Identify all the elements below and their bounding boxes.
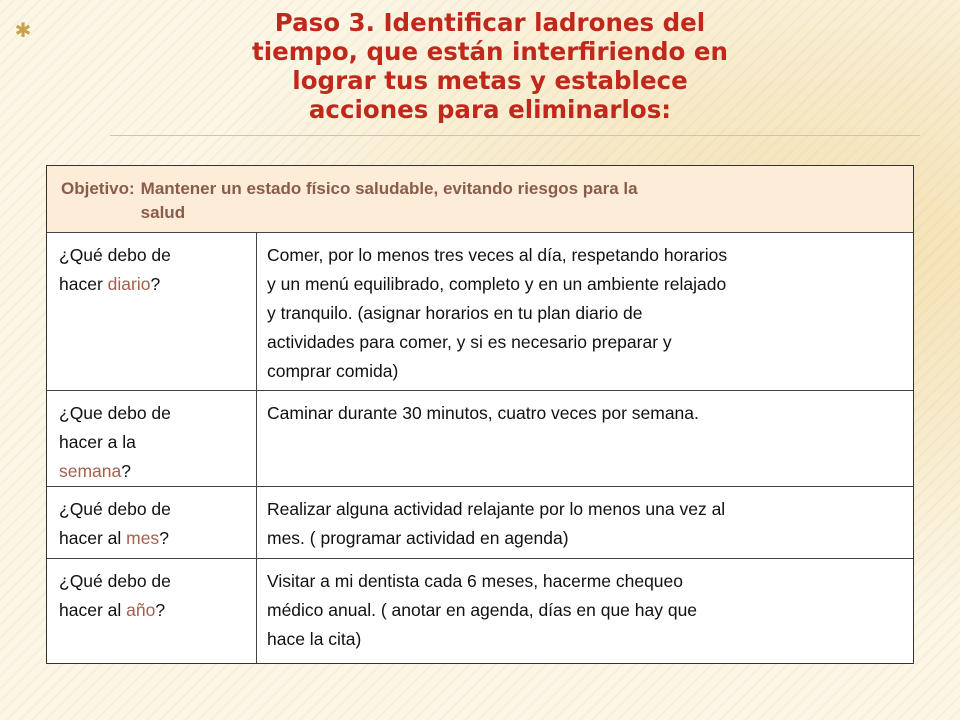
answer-line: mes. ( programar actividad en agenda)	[267, 528, 569, 548]
question-cell	[47, 487, 257, 558]
question-line	[59, 457, 244, 486]
question-cell	[47, 391, 257, 486]
objective-label: Objetivo:	[61, 179, 135, 198]
answer-line: Realizar alguna actividad relajante por lo menos una vez al	[267, 499, 726, 519]
answer-line: y un menú equilibrado, completo y en un ambiente relajado	[267, 274, 727, 294]
answer-line: y tranquilo. (asignar horarios en tu plan diario de	[267, 303, 643, 323]
answer-line: comprar comida)	[267, 361, 399, 381]
question-text: hacer al	[59, 528, 127, 548]
objective-line: salud	[140, 203, 186, 222]
question-text: ?	[150, 274, 161, 294]
question-highlight: diario	[107, 274, 151, 294]
answer-cell	[257, 233, 913, 390]
question-line: ¿Que debo de	[59, 403, 171, 423]
question-highlight: semana	[59, 461, 122, 481]
title-line: acciones para eliminarlos:	[308, 95, 672, 124]
answer-line: Caminar durante 30 minutos, cuatro veces por semana.	[267, 403, 699, 423]
question-line	[59, 524, 244, 553]
answer-line: actividades para comer, y si es necesario preparar y	[267, 332, 672, 352]
objective-text	[135, 177, 899, 222]
page-title	[230, 8, 750, 124]
question-text: hacer	[59, 274, 108, 294]
question-line	[59, 596, 244, 625]
answer-line: hace la cita)	[267, 629, 362, 649]
table-row	[47, 559, 913, 663]
answer-cell	[257, 391, 913, 486]
divider	[110, 135, 920, 136]
objective-line: Mantener un estado físico saludable, evitando riesgos para la	[140, 179, 638, 198]
question-line: ¿Qué debo de	[59, 499, 171, 519]
title-line: lograr tus metas y establece	[292, 66, 688, 95]
answer-line: Visitar a mi dentista cada 6 meses, hacerme chequeo	[267, 571, 684, 591]
answer-line: médico anual. ( anotar en agenda, días en que hay que	[267, 600, 698, 620]
question-cell	[47, 559, 257, 663]
objective-row	[47, 166, 913, 233]
question-text: ?	[159, 528, 169, 548]
question-line: ¿Qué debo de	[59, 245, 171, 265]
question-line: ¿Qué debo de	[59, 571, 171, 591]
table-row	[47, 233, 913, 391]
answer-cell	[257, 487, 913, 558]
question-text: ?	[121, 461, 131, 481]
question-line	[59, 270, 244, 299]
table-row	[47, 487, 913, 559]
title-line: Paso 3. Identificar ladrones del	[274, 8, 706, 37]
answer-line: Comer, por lo menos tres veces al día, respetando horarios	[267, 245, 728, 265]
question-line: hacer a la	[59, 432, 136, 452]
question-highlight: mes	[126, 528, 160, 548]
table-row	[47, 391, 913, 487]
goals-table	[46, 165, 914, 664]
question-cell	[47, 233, 257, 390]
answer-cell	[257, 559, 913, 663]
question-text: ?	[155, 600, 166, 620]
question-highlight: año	[126, 600, 156, 620]
star-icon: ✱	[14, 20, 32, 42]
question-text: hacer al	[59, 600, 127, 620]
title-line: tiempo, que están interfiriendo en	[252, 37, 728, 66]
